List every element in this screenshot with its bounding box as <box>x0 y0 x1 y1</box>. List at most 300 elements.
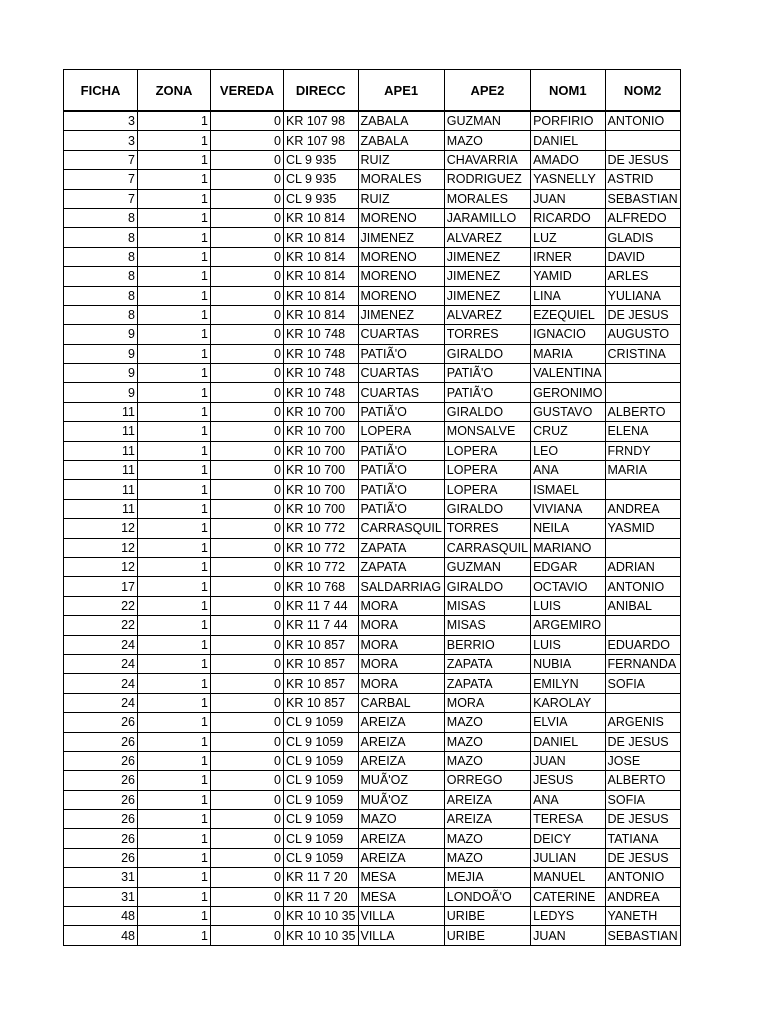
cell-direcc[interactable]: KR 10 700 <box>284 422 359 441</box>
cell-zona[interactable]: 1 <box>138 111 211 131</box>
cell-vereda[interactable]: 0 <box>211 286 284 305</box>
cell-ficha[interactable]: 24 <box>64 654 138 673</box>
cell-ape2[interactable]: LOPERA <box>444 480 530 499</box>
cell-ape1[interactable]: MORA <box>358 635 444 654</box>
cell-ape1[interactable]: MUÃ'OZ <box>358 790 444 809</box>
cell-zona[interactable]: 1 <box>138 713 211 732</box>
cell-ficha[interactable]: 11 <box>64 461 138 480</box>
cell-direcc[interactable]: KR 10 748 <box>284 344 359 363</box>
cell-direcc[interactable]: CL 9 1059 <box>284 829 359 848</box>
cell-nom2[interactable]: DE JESUS <box>605 848 680 867</box>
cell-direcc[interactable]: CL 9 1059 <box>284 790 359 809</box>
cell-nom2[interactable]: SEBASTIAN <box>605 189 680 208</box>
cell-ficha[interactable]: 22 <box>64 616 138 635</box>
cell-ape2[interactable]: JIMENEZ <box>444 286 530 305</box>
cell-vereda[interactable]: 0 <box>211 616 284 635</box>
cell-nom2[interactable] <box>605 131 680 150</box>
cell-direcc[interactable]: CL 9 1059 <box>284 810 359 829</box>
cell-ape2[interactable]: RODRIGUEZ <box>444 170 530 189</box>
cell-ape1[interactable]: PATIÃ'O <box>358 499 444 518</box>
cell-ape2[interactable]: MORALES <box>444 189 530 208</box>
cell-nom1[interactable]: GERONIMO <box>531 383 605 402</box>
cell-ficha[interactable]: 11 <box>64 499 138 518</box>
cell-zona[interactable]: 1 <box>138 461 211 480</box>
cell-nom1[interactable]: JESUS <box>531 771 605 790</box>
cell-zona[interactable]: 1 <box>138 848 211 867</box>
cell-ficha[interactable]: 24 <box>64 693 138 712</box>
cell-direcc[interactable]: KR 10 857 <box>284 674 359 693</box>
cell-vereda[interactable]: 0 <box>211 189 284 208</box>
cell-ape1[interactable]: CUARTAS <box>358 364 444 383</box>
cell-zona[interactable]: 1 <box>138 693 211 712</box>
cell-zona[interactable]: 1 <box>138 325 211 344</box>
cell-zona[interactable]: 1 <box>138 383 211 402</box>
cell-vereda[interactable]: 0 <box>211 810 284 829</box>
cell-direcc[interactable]: CL 9 1059 <box>284 771 359 790</box>
cell-direcc[interactable]: KR 11 7 44 <box>284 616 359 635</box>
cell-zona[interactable]: 1 <box>138 674 211 693</box>
cell-ape1[interactable]: LOPERA <box>358 422 444 441</box>
cell-zona[interactable]: 1 <box>138 344 211 363</box>
cell-ficha[interactable]: 26 <box>64 810 138 829</box>
cell-vereda[interactable]: 0 <box>211 654 284 673</box>
cell-nom2[interactable]: YANETH <box>605 907 680 926</box>
cell-nom2[interactable]: DE JESUS <box>605 305 680 324</box>
cell-nom1[interactable]: LUZ <box>531 228 605 247</box>
cell-vereda[interactable]: 0 <box>211 926 284 945</box>
cell-ficha[interactable]: 31 <box>64 887 138 906</box>
cell-ape2[interactable]: CHAVARRIA <box>444 150 530 169</box>
cell-ape1[interactable]: MORENO <box>358 247 444 266</box>
cell-vereda[interactable]: 0 <box>211 519 284 538</box>
cell-nom1[interactable]: MARIANO <box>531 538 605 557</box>
cell-ape2[interactable]: PATIÃ'O <box>444 364 530 383</box>
cell-ape1[interactable]: CARBAL <box>358 693 444 712</box>
cell-direcc[interactable]: KR 107 98 <box>284 111 359 131</box>
cell-ape2[interactable]: AREIZA <box>444 810 530 829</box>
cell-zona[interactable]: 1 <box>138 907 211 926</box>
cell-zona[interactable]: 1 <box>138 751 211 770</box>
cell-direcc[interactable]: KR 11 7 20 <box>284 868 359 887</box>
cell-ape2[interactable]: MAZO <box>444 131 530 150</box>
cell-nom2[interactable] <box>605 383 680 402</box>
cell-nom2[interactable]: YULIANA <box>605 286 680 305</box>
cell-nom2[interactable]: YASMID <box>605 519 680 538</box>
cell-ape2[interactable]: MAZO <box>444 848 530 867</box>
cell-ape1[interactable]: MORA <box>358 616 444 635</box>
cell-zona[interactable]: 1 <box>138 616 211 635</box>
cell-vereda[interactable]: 0 <box>211 150 284 169</box>
cell-ape2[interactable]: GUZMAN <box>444 557 530 576</box>
cell-nom1[interactable]: OCTAVIO <box>531 577 605 596</box>
cell-nom2[interactable]: ANTONIO <box>605 577 680 596</box>
cell-nom1[interactable]: VIVIANA <box>531 499 605 518</box>
cell-nom2[interactable]: ELENA <box>605 422 680 441</box>
cell-direcc[interactable]: KR 10 814 <box>284 247 359 266</box>
column-header-zona[interactable]: ZONA <box>138 70 211 112</box>
cell-nom2[interactable]: DE JESUS <box>605 150 680 169</box>
cell-vereda[interactable]: 0 <box>211 383 284 402</box>
cell-nom1[interactable]: ARGEMIRO <box>531 616 605 635</box>
cell-zona[interactable]: 1 <box>138 286 211 305</box>
cell-ficha[interactable]: 3 <box>64 131 138 150</box>
cell-zona[interactable]: 1 <box>138 480 211 499</box>
cell-ape2[interactable]: TORRES <box>444 325 530 344</box>
cell-nom2[interactable] <box>605 538 680 557</box>
cell-direcc[interactable]: KR 10 857 <box>284 693 359 712</box>
cell-vereda[interactable]: 0 <box>211 829 284 848</box>
cell-ape2[interactable]: JIMENEZ <box>444 247 530 266</box>
cell-vereda[interactable]: 0 <box>211 848 284 867</box>
cell-nom1[interactable]: YAMID <box>531 267 605 286</box>
cell-vereda[interactable]: 0 <box>211 364 284 383</box>
cell-vereda[interactable]: 0 <box>211 596 284 615</box>
cell-ape2[interactable]: MISAS <box>444 616 530 635</box>
cell-direcc[interactable]: KR 10 748 <box>284 325 359 344</box>
cell-nom1[interactable]: PORFIRIO <box>531 111 605 131</box>
cell-ape1[interactable]: ZABALA <box>358 111 444 131</box>
cell-ape2[interactable]: JARAMILLO <box>444 208 530 227</box>
column-header-ape1[interactable]: APE1 <box>358 70 444 112</box>
cell-ape1[interactable]: AREIZA <box>358 732 444 751</box>
cell-nom2[interactable]: ALBERTO <box>605 402 680 421</box>
cell-ficha[interactable]: 17 <box>64 577 138 596</box>
cell-ficha[interactable]: 12 <box>64 519 138 538</box>
cell-nom2[interactable]: JOSE <box>605 751 680 770</box>
cell-ape2[interactable]: ZAPATA <box>444 674 530 693</box>
cell-ficha[interactable]: 8 <box>64 247 138 266</box>
cell-nom2[interactable] <box>605 480 680 499</box>
cell-vereda[interactable]: 0 <box>211 751 284 770</box>
cell-zona[interactable]: 1 <box>138 267 211 286</box>
cell-direcc[interactable]: KR 10 857 <box>284 635 359 654</box>
cell-zona[interactable]: 1 <box>138 170 211 189</box>
cell-ape2[interactable]: URIBE <box>444 907 530 926</box>
cell-ape2[interactable]: JIMENEZ <box>444 267 530 286</box>
cell-nom1[interactable]: LEO <box>531 441 605 460</box>
cell-nom2[interactable]: FRNDY <box>605 441 680 460</box>
cell-direcc[interactable]: CL 9 935 <box>284 170 359 189</box>
cell-ficha[interactable]: 7 <box>64 189 138 208</box>
cell-nom1[interactable]: YASNELLY <box>531 170 605 189</box>
cell-ape1[interactable]: AREIZA <box>358 848 444 867</box>
cell-direcc[interactable]: KR 10 10 35 <box>284 926 359 945</box>
cell-ficha[interactable]: 26 <box>64 790 138 809</box>
cell-ficha[interactable]: 8 <box>64 208 138 227</box>
cell-nom2[interactable]: ARGENIS <box>605 713 680 732</box>
cell-nom1[interactable]: IRNER <box>531 247 605 266</box>
cell-zona[interactable]: 1 <box>138 208 211 227</box>
cell-ficha[interactable]: 7 <box>64 150 138 169</box>
cell-ficha[interactable]: 8 <box>64 305 138 324</box>
cell-direcc[interactable]: KR 107 98 <box>284 131 359 150</box>
cell-nom2[interactable] <box>605 693 680 712</box>
cell-nom1[interactable]: DANIEL <box>531 732 605 751</box>
cell-ape2[interactable]: MISAS <box>444 596 530 615</box>
cell-ape1[interactable]: MORENO <box>358 286 444 305</box>
cell-vereda[interactable]: 0 <box>211 267 284 286</box>
cell-ape1[interactable]: CUARTAS <box>358 383 444 402</box>
cell-nom1[interactable]: LEDYS <box>531 907 605 926</box>
cell-direcc[interactable]: KR 11 7 20 <box>284 887 359 906</box>
column-header-ficha[interactable]: FICHA <box>64 70 138 112</box>
cell-ficha[interactable]: 26 <box>64 751 138 770</box>
cell-direcc[interactable]: KR 10 814 <box>284 305 359 324</box>
cell-vereda[interactable]: 0 <box>211 577 284 596</box>
cell-nom1[interactable]: ELVIA <box>531 713 605 732</box>
cell-ficha[interactable]: 11 <box>64 441 138 460</box>
cell-direcc[interactable]: KR 10 700 <box>284 499 359 518</box>
cell-nom2[interactable]: EDUARDO <box>605 635 680 654</box>
cell-ape1[interactable]: MORA <box>358 654 444 673</box>
cell-ficha[interactable]: 8 <box>64 286 138 305</box>
cell-ape1[interactable]: PATIÃ'O <box>358 480 444 499</box>
cell-ape2[interactable]: MAZO <box>444 829 530 848</box>
cell-ape2[interactable]: GIRALDO <box>444 499 530 518</box>
cell-zona[interactable]: 1 <box>138 499 211 518</box>
cell-zona[interactable]: 1 <box>138 364 211 383</box>
cell-zona[interactable]: 1 <box>138 189 211 208</box>
cell-ape2[interactable]: ALVAREZ <box>444 228 530 247</box>
cell-nom2[interactable]: MARIA <box>605 461 680 480</box>
cell-nom2[interactable]: SOFIA <box>605 674 680 693</box>
cell-direcc[interactable]: CL 9 1059 <box>284 732 359 751</box>
cell-zona[interactable]: 1 <box>138 305 211 324</box>
cell-nom1[interactable]: JUAN <box>531 926 605 945</box>
cell-ape2[interactable]: MAZO <box>444 751 530 770</box>
cell-zona[interactable]: 1 <box>138 771 211 790</box>
cell-vereda[interactable]: 0 <box>211 325 284 344</box>
cell-ape2[interactable]: LOPERA <box>444 461 530 480</box>
cell-nom2[interactable]: SEBASTIAN <box>605 926 680 945</box>
column-header-nom1[interactable]: NOM1 <box>531 70 605 112</box>
cell-nom1[interactable]: LUIS <box>531 596 605 615</box>
cell-ficha[interactable]: 26 <box>64 771 138 790</box>
cell-zona[interactable]: 1 <box>138 635 211 654</box>
cell-ape1[interactable]: VILLA <box>358 907 444 926</box>
cell-nom2[interactable]: AUGUSTO <box>605 325 680 344</box>
cell-direcc[interactable]: KR 11 7 44 <box>284 596 359 615</box>
cell-ape2[interactable]: LONDOÃ'O <box>444 887 530 906</box>
cell-nom2[interactable]: DAVID <box>605 247 680 266</box>
cell-nom2[interactable] <box>605 616 680 635</box>
cell-ape1[interactable]: PATIÃ'O <box>358 344 444 363</box>
cell-nom1[interactable]: AMADO <box>531 150 605 169</box>
cell-nom2[interactable]: ANIBAL <box>605 596 680 615</box>
cell-zona[interactable]: 1 <box>138 790 211 809</box>
cell-ape2[interactable]: CARRASQUIL <box>444 538 530 557</box>
cell-ape2[interactable]: MAZO <box>444 713 530 732</box>
cell-vereda[interactable]: 0 <box>211 170 284 189</box>
cell-ape1[interactable]: MESA <box>358 868 444 887</box>
cell-nom2[interactable]: ANDREA <box>605 499 680 518</box>
cell-nom2[interactable]: ARLES <box>605 267 680 286</box>
cell-vereda[interactable]: 0 <box>211 461 284 480</box>
cell-vereda[interactable]: 0 <box>211 557 284 576</box>
cell-ficha[interactable]: 11 <box>64 402 138 421</box>
cell-nom2[interactable]: ASTRID <box>605 170 680 189</box>
cell-ape2[interactable]: AREIZA <box>444 790 530 809</box>
cell-nom1[interactable]: DANIEL <box>531 131 605 150</box>
cell-vereda[interactable]: 0 <box>211 344 284 363</box>
cell-nom1[interactable]: ANA <box>531 461 605 480</box>
cell-nom2[interactable]: ALFREDO <box>605 208 680 227</box>
cell-direcc[interactable]: CL 9 1059 <box>284 848 359 867</box>
cell-nom2[interactable]: ADRIAN <box>605 557 680 576</box>
cell-nom1[interactable]: EMILYN <box>531 674 605 693</box>
cell-vereda[interactable]: 0 <box>211 868 284 887</box>
cell-vereda[interactable]: 0 <box>211 208 284 227</box>
column-header-vereda[interactable]: VEREDA <box>211 70 284 112</box>
cell-direcc[interactable]: KR 10 814 <box>284 286 359 305</box>
cell-ficha[interactable]: 48 <box>64 926 138 945</box>
cell-direcc[interactable]: KR 10 700 <box>284 441 359 460</box>
cell-vereda[interactable]: 0 <box>211 907 284 926</box>
cell-direcc[interactable]: KR 10 814 <box>284 228 359 247</box>
cell-vereda[interactable]: 0 <box>211 635 284 654</box>
cell-nom2[interactable]: TATIANA <box>605 829 680 848</box>
cell-nom1[interactable]: ISMAEL <box>531 480 605 499</box>
cell-ape1[interactable]: MESA <box>358 887 444 906</box>
cell-vereda[interactable]: 0 <box>211 247 284 266</box>
cell-ficha[interactable]: 9 <box>64 325 138 344</box>
cell-zona[interactable]: 1 <box>138 150 211 169</box>
cell-ficha[interactable]: 7 <box>64 170 138 189</box>
cell-direcc[interactable]: KR 10 814 <box>284 267 359 286</box>
cell-ficha[interactable]: 9 <box>64 364 138 383</box>
cell-nom2[interactable]: CRISTINA <box>605 344 680 363</box>
cell-ape1[interactable]: ZAPATA <box>358 557 444 576</box>
cell-ape1[interactable]: JIMENEZ <box>358 228 444 247</box>
cell-ape2[interactable]: ZAPATA <box>444 654 530 673</box>
cell-zona[interactable]: 1 <box>138 228 211 247</box>
cell-direcc[interactable]: KR 10 768 <box>284 577 359 596</box>
cell-direcc[interactable]: KR 10 700 <box>284 480 359 499</box>
cell-nom2[interactable]: FERNANDA <box>605 654 680 673</box>
cell-vereda[interactable]: 0 <box>211 228 284 247</box>
cell-nom1[interactable]: DEICY <box>531 829 605 848</box>
cell-ficha[interactable]: 24 <box>64 635 138 654</box>
cell-nom2[interactable]: SOFIA <box>605 790 680 809</box>
cell-ape1[interactable]: RUIZ <box>358 150 444 169</box>
cell-ape1[interactable]: SALDARRIAG <box>358 577 444 596</box>
cell-ape1[interactable]: PATIÃ'O <box>358 402 444 421</box>
cell-zona[interactable]: 1 <box>138 422 211 441</box>
cell-zona[interactable]: 1 <box>138 577 211 596</box>
cell-ape2[interactable]: ORREGO <box>444 771 530 790</box>
cell-vereda[interactable]: 0 <box>211 111 284 131</box>
cell-direcc[interactable]: KR 10 814 <box>284 208 359 227</box>
cell-zona[interactable]: 1 <box>138 538 211 557</box>
cell-ficha[interactable]: 48 <box>64 907 138 926</box>
cell-nom2[interactable] <box>605 364 680 383</box>
cell-vereda[interactable]: 0 <box>211 713 284 732</box>
cell-ape1[interactable]: MAZO <box>358 810 444 829</box>
cell-nom1[interactable]: CATERINE <box>531 887 605 906</box>
cell-ficha[interactable]: 11 <box>64 480 138 499</box>
cell-ape1[interactable]: MORENO <box>358 267 444 286</box>
cell-direcc[interactable]: KR 10 700 <box>284 461 359 480</box>
cell-ficha[interactable]: 26 <box>64 713 138 732</box>
cell-vereda[interactable]: 0 <box>211 887 284 906</box>
cell-nom1[interactable]: NUBIA <box>531 654 605 673</box>
cell-direcc[interactable]: KR 10 772 <box>284 519 359 538</box>
cell-nom2[interactable]: DE JESUS <box>605 810 680 829</box>
cell-ape2[interactable]: MEJIA <box>444 868 530 887</box>
cell-vereda[interactable]: 0 <box>211 480 284 499</box>
cell-ape1[interactable]: CARRASQUIL <box>358 519 444 538</box>
cell-zona[interactable]: 1 <box>138 829 211 848</box>
cell-zona[interactable]: 1 <box>138 868 211 887</box>
cell-vereda[interactable]: 0 <box>211 674 284 693</box>
cell-ficha[interactable]: 26 <box>64 829 138 848</box>
cell-ape1[interactable]: MORA <box>358 674 444 693</box>
cell-vereda[interactable]: 0 <box>211 441 284 460</box>
cell-zona[interactable]: 1 <box>138 654 211 673</box>
cell-direcc[interactable]: KR 10 748 <box>284 383 359 402</box>
cell-direcc[interactable]: KR 10 772 <box>284 557 359 576</box>
cell-nom1[interactable]: CRUZ <box>531 422 605 441</box>
cell-direcc[interactable]: CL 9 935 <box>284 150 359 169</box>
cell-direcc[interactable]: KR 10 857 <box>284 654 359 673</box>
cell-ape1[interactable]: VILLA <box>358 926 444 945</box>
cell-nom1[interactable]: MARIA <box>531 344 605 363</box>
cell-ape1[interactable]: PATIÃ'O <box>358 461 444 480</box>
cell-vereda[interactable]: 0 <box>211 771 284 790</box>
cell-direcc[interactable]: CL 9 935 <box>284 189 359 208</box>
cell-zona[interactable]: 1 <box>138 926 211 945</box>
cell-zona[interactable]: 1 <box>138 596 211 615</box>
cell-nom2[interactable]: DE JESUS <box>605 732 680 751</box>
cell-vereda[interactable]: 0 <box>211 790 284 809</box>
cell-ficha[interactable]: 8 <box>64 228 138 247</box>
cell-ape1[interactable]: RUIZ <box>358 189 444 208</box>
cell-direcc[interactable]: CL 9 1059 <box>284 751 359 770</box>
cell-nom1[interactable]: GUSTAVO <box>531 402 605 421</box>
cell-vereda[interactable]: 0 <box>211 131 284 150</box>
cell-nom1[interactable]: NEILA <box>531 519 605 538</box>
cell-direcc[interactable]: KR 10 700 <box>284 402 359 421</box>
cell-ape1[interactable]: AREIZA <box>358 713 444 732</box>
cell-nom1[interactable]: LINA <box>531 286 605 305</box>
cell-ficha[interactable]: 12 <box>64 538 138 557</box>
cell-direcc[interactable]: KR 10 10 35 <box>284 907 359 926</box>
cell-zona[interactable]: 1 <box>138 131 211 150</box>
cell-ape2[interactable]: ALVAREZ <box>444 305 530 324</box>
cell-nom1[interactable]: KAROLAY <box>531 693 605 712</box>
cell-ape1[interactable]: ZAPATA <box>358 538 444 557</box>
cell-ficha[interactable]: 9 <box>64 383 138 402</box>
cell-nom2[interactable]: ANTONIO <box>605 111 680 131</box>
cell-ape2[interactable]: GIRALDO <box>444 577 530 596</box>
cell-nom1[interactable]: IGNACIO <box>531 325 605 344</box>
column-header-direcc[interactable]: DIRECC <box>284 70 359 112</box>
cell-direcc[interactable]: KR 10 748 <box>284 364 359 383</box>
cell-ape2[interactable]: PATIÃ'O <box>444 383 530 402</box>
cell-direcc[interactable]: CL 9 1059 <box>284 713 359 732</box>
cell-zona[interactable]: 1 <box>138 810 211 829</box>
cell-zona[interactable]: 1 <box>138 887 211 906</box>
cell-ape2[interactable]: MONSALVE <box>444 422 530 441</box>
cell-vereda[interactable]: 0 <box>211 538 284 557</box>
cell-ape2[interactable]: LOPERA <box>444 441 530 460</box>
cell-zona[interactable]: 1 <box>138 441 211 460</box>
cell-ficha[interactable]: 22 <box>64 596 138 615</box>
cell-nom1[interactable]: MANUEL <box>531 868 605 887</box>
cell-nom1[interactable]: TERESA <box>531 810 605 829</box>
cell-zona[interactable]: 1 <box>138 557 211 576</box>
cell-ape2[interactable]: GIRALDO <box>444 402 530 421</box>
